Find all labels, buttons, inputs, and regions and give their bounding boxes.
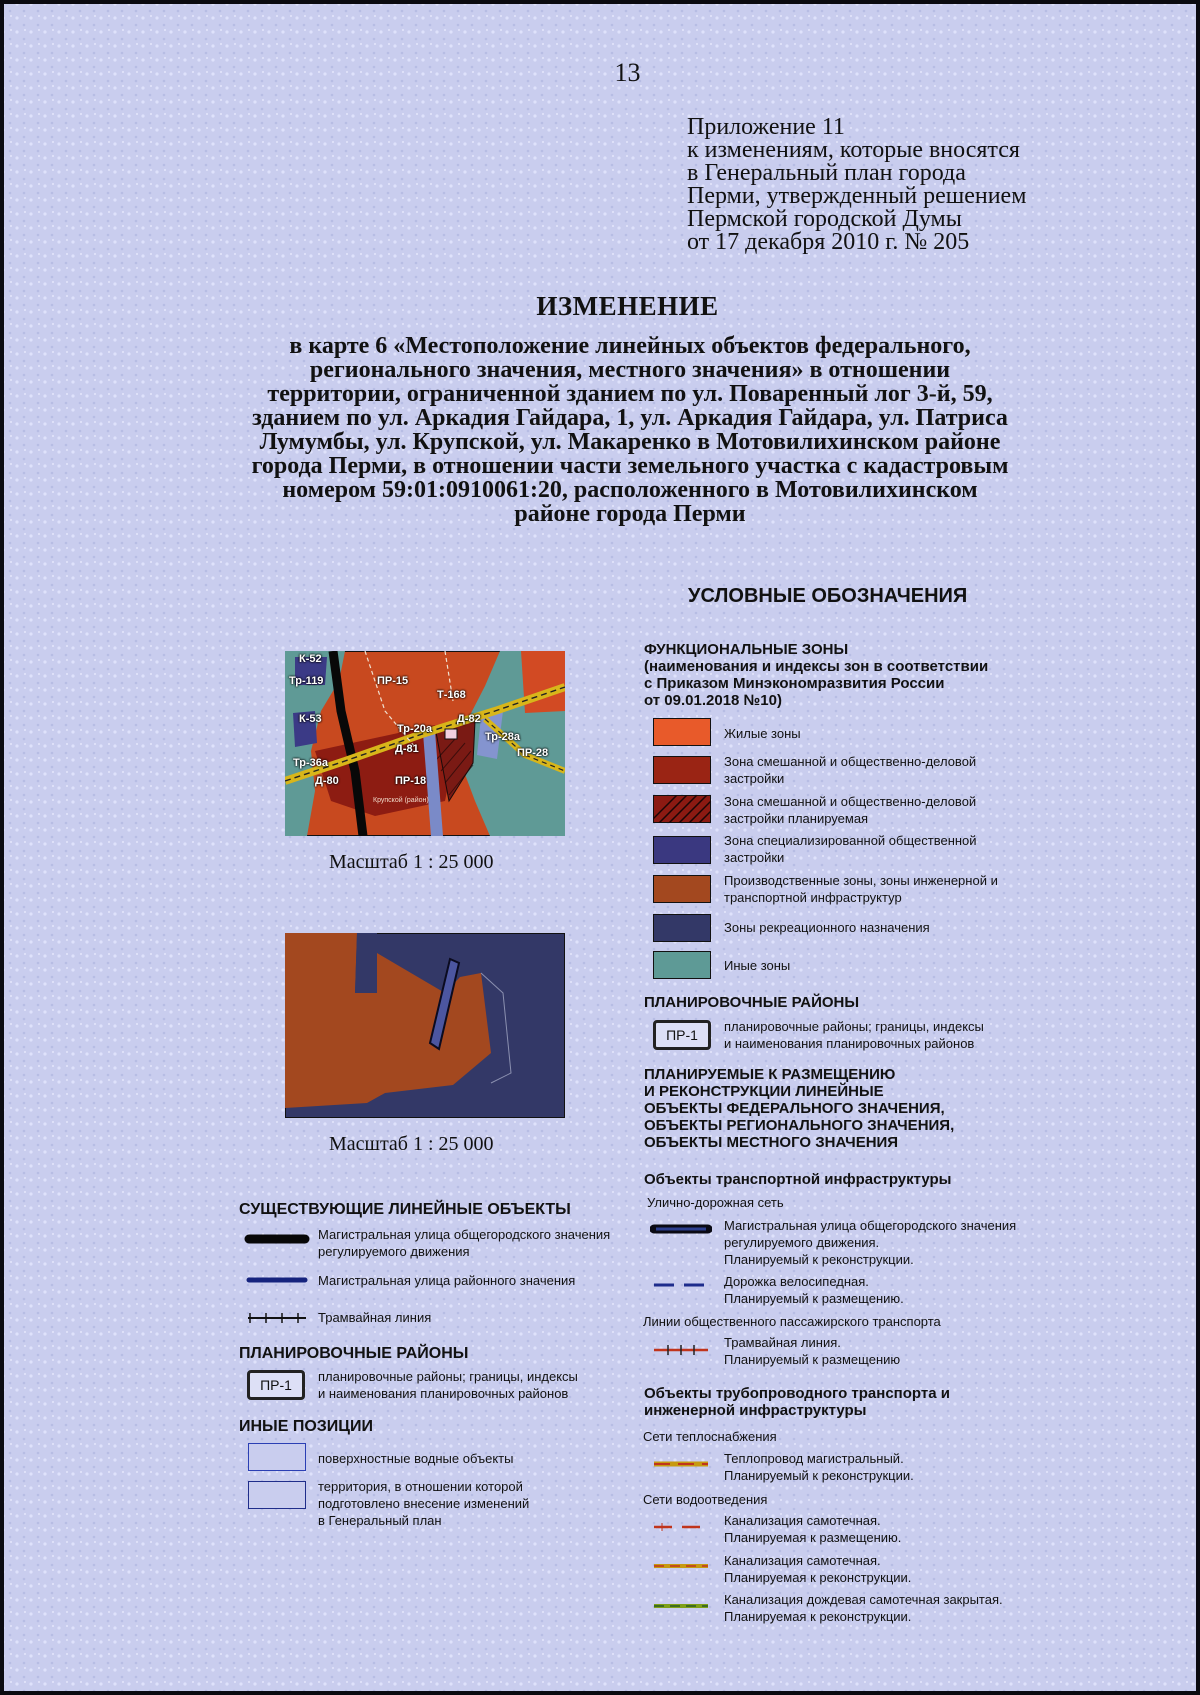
planning2-heading: ПЛАНИРОВОЧНЫЕ РАЙОНЫ [239, 1345, 469, 1362]
zone-label [724, 872, 998, 906]
map-label: Д-81 [395, 743, 419, 755]
zone-label-line: Производственные зоны, зоны инженерной и [724, 873, 998, 888]
other-item-line: в Генеральный план [318, 1513, 442, 1528]
sewer-item-line: Планируемая к размещению. [724, 1530, 902, 1545]
transport-heading: Объекты транспортной инфраструктуры [644, 1171, 952, 1188]
map-label: Тр-20а [397, 723, 433, 735]
heat-item-line: Планируемый к реконструкции. [724, 1468, 914, 1483]
zone-swatch-mixed [653, 756, 711, 784]
heat-item-label [724, 1450, 914, 1484]
existing-item-label [318, 1226, 610, 1260]
road-item-label [724, 1273, 904, 1307]
water-objects-swatch [248, 1443, 306, 1471]
planning2-district-box: ПР-1 [247, 1370, 305, 1400]
appendix-line: от 17 декабря 2010 г. № 205 [687, 229, 970, 255]
road-network-label: Улично-дорожная сеть [647, 1195, 784, 1210]
appendix-line: к изменениям, которые вносятся [687, 137, 1020, 163]
zone-swatch-mixed-planned [653, 795, 711, 823]
appendix-block [687, 116, 1107, 254]
other-item-label [318, 1478, 529, 1529]
zone-swatch-industrial [653, 875, 711, 903]
zone-swatch-residential [653, 718, 711, 746]
sewer-planned-symbol [650, 1523, 712, 1531]
tram-planned-label [724, 1334, 900, 1368]
road-item-label [724, 1217, 1016, 1268]
planning-text [724, 1018, 984, 1052]
subtitle-line: зданием по ул. Аркадия Гайдара, 1, ул. Аркадия Гайдара, ул. Патриса [252, 405, 1008, 431]
planning2-text-line: и наименования планировочных районов [318, 1386, 569, 1401]
planned-heading-line: ПЛАНИРУЕМЫЕ К РАЗМЕЩЕНИЮ [644, 1066, 896, 1083]
map-label: Тр-119 [289, 675, 324, 687]
tram-planned-line: Планируемый к размещению [724, 1352, 901, 1367]
planning-heading: ПЛАНИРОВОЧНЫЕ РАЙОНЫ [644, 994, 860, 1011]
zone-label [724, 753, 976, 787]
zone-label: Иные зоны [724, 958, 791, 973]
road-item-line: Планируемый к реконструкции. [724, 1252, 914, 1267]
map-label: К-53 [299, 713, 322, 725]
sewer-item-label [724, 1591, 1003, 1625]
planning2-text-line: планировочные районы; границы, индексы [318, 1369, 578, 1384]
existing-main-street-symbol [244, 1233, 310, 1245]
road-item-line: Магистральная улица общегородского значения [724, 1218, 1017, 1233]
map-bottom-scale: Масштаб 1 : 25 000 [329, 1133, 494, 1155]
zone-label-line: застройки [724, 771, 785, 786]
planned-main-street-symbol [650, 1223, 712, 1235]
zones-heading-line: (наименования и индексы зон в соответствии [644, 658, 989, 675]
zone-label-line: застройки [724, 850, 785, 865]
planned-heading-line: ОБЪЕКТЫ МЕСТНОГО ЗНАЧЕНИЯ [644, 1134, 899, 1151]
appendix-line: Приложение 11 [687, 114, 845, 140]
subtitle-line: номером 59:01:0910061:20, расположенного в Мотовилихинском [282, 477, 978, 503]
tram-planned-line: Трамвайная линия. [724, 1335, 841, 1350]
zone-label-line: Зона смешанной и общественно-деловой [724, 794, 977, 809]
existing-item-label: Магистральная улица районного значения [318, 1273, 576, 1288]
pipeline-heading-line: инженерной инфраструктуры [644, 1402, 867, 1419]
zone-swatch-specialized [653, 836, 711, 864]
zones-heading-line: ФУНКЦИОНАЛЬНЫЕ ЗОНЫ [644, 641, 849, 658]
road-item-line: Дорожка велосипедная. [724, 1274, 869, 1289]
map-label: Тр-36а [293, 757, 329, 769]
sewer-item-line: Канализация самотечная. [724, 1513, 881, 1528]
existing-tram-symbol [244, 1311, 310, 1325]
other-item-label: поверхностные водные объекты [318, 1451, 514, 1466]
planned-heading-line: ОБЪЕКТЫ ФЕДЕРАЛЬНОГО ЗНАЧЕНИЯ, [644, 1100, 945, 1117]
zone-label-line: застройки планируемая [724, 811, 869, 826]
map-label: Т-168 [437, 689, 466, 701]
appendix-line: в Генеральный план города [687, 160, 966, 186]
zones-heading-line: с Приказом Минэкономразвития России [644, 675, 945, 692]
sewer-networks-label: Сети водоотведения [643, 1492, 768, 1507]
public-transport-label: Линии общественного пассажирского транспорта [643, 1314, 941, 1329]
planned-heading-line: ОБЪЕКТЫ РЕГИОНАЛЬНОГО ЗНАЧЕНИЯ, [644, 1117, 955, 1134]
map-label: Тр-28а [485, 731, 521, 743]
map-bottom [285, 933, 565, 1118]
existing-item-line: Магистральная улица общегородского значения [318, 1227, 611, 1242]
bike-path-symbol [650, 1281, 712, 1289]
storm-sewer-symbol [650, 1602, 712, 1610]
existing-item-line: регулируемого движения [318, 1244, 470, 1259]
map-top-labels [285, 651, 565, 836]
existing-district-street-symbol [244, 1275, 310, 1285]
zone-label: Зоны рекреационного назначения [724, 920, 930, 935]
changed-territory-swatch [248, 1481, 306, 1509]
page-number: 13 [614, 58, 641, 87]
heat-networks-label: Сети теплоснабжения [643, 1429, 777, 1444]
zone-label [724, 832, 977, 866]
map-label: ПР-18 [395, 775, 427, 787]
document-title: ИЗМЕНЕНИЕ [536, 291, 719, 321]
zones-heading [644, 641, 988, 709]
heat-pipe-symbol [650, 1459, 712, 1469]
sewer-item-line: Канализация дождевая самотечная закрытая. [724, 1592, 1003, 1607]
pipeline-heading [644, 1385, 950, 1419]
sewer-item-label [724, 1512, 901, 1546]
zones-heading-line: от 09.01.2018 №10) [644, 692, 782, 709]
planning-text-line: планировочные районы; границы, индексы [724, 1019, 984, 1034]
map-label: Д-82 [457, 713, 481, 725]
other-heading: ИНЫЕ ПОЗИЦИИ [239, 1418, 373, 1435]
zone-label-line: транспортной инфраструктур [724, 890, 902, 905]
map-small-label: Крупской (район) [373, 797, 429, 804]
zone-label [724, 793, 976, 827]
heat-item-line: Теплопровод магистральный. [724, 1451, 904, 1466]
sewer-item-label [724, 1552, 911, 1586]
zone-swatch-other [653, 951, 711, 979]
planning-text-line: и наименования планировочных районов [724, 1036, 975, 1051]
pipeline-heading-line: Объекты трубопроводного транспорта и [644, 1385, 950, 1402]
tram-planned-symbol [650, 1343, 712, 1357]
sewer-item-line: Канализация самотечная. [724, 1553, 881, 1568]
appendix-line: Пермской городской Думы [687, 206, 962, 232]
other-item-line: территория, в отношении которой [318, 1479, 523, 1494]
subtitle-line: города Перми, в отношении части земельного участка с кадастровым [251, 453, 1009, 479]
subtitle-line: районе города Перми [514, 501, 746, 527]
map-label: Д-80 [315, 775, 339, 787]
appendix-line: Перми, утвержденный решением [687, 183, 1027, 209]
document-subtitle [140, 334, 1120, 526]
zone-swatch-recreational [653, 914, 711, 942]
subtitle-line: Лумумбы, ул. Крупской, ул. Макаренко в Мотовилихинском районе [259, 429, 1001, 455]
existing-heading: СУЩЕСТВУЮЩИЕ ЛИНЕЙНЫЕ ОБЪЕКТЫ [239, 1201, 571, 1218]
map-label: К-52 [299, 653, 322, 665]
zone-label: Жилые зоны [724, 726, 801, 741]
planned-heading-line: И РЕКОНСТРУКЦИИ ЛИНЕЙНЫЕ [644, 1083, 884, 1100]
zone-label-line: Зона смешанной и общественно-деловой [724, 754, 977, 769]
road-item-line: регулируемого движения. [724, 1235, 880, 1250]
map-top-scale: Масштаб 1 : 25 000 [329, 851, 494, 873]
planning2-text [318, 1368, 578, 1402]
subtitle-line: в карте 6 «Местоположение линейных объектов федерального, [289, 333, 971, 359]
legend-title: УСЛОВНЫЕ ОБОЗНАЧЕНИЯ [688, 585, 968, 607]
map-label: ПР-15 [377, 675, 409, 687]
planned-heading [644, 1066, 954, 1151]
other-item-line: подготовлено внесение изменений [318, 1496, 530, 1511]
planning-district-box: ПР-1 [653, 1020, 711, 1050]
zone-label-line: Зона специализированной общественной [724, 833, 977, 848]
subtitle-line: регионального значения, местного значения» в отношении [309, 357, 951, 383]
road-item-line: Планируемый к размещению. [724, 1291, 904, 1306]
map-label: ПР-28 [517, 747, 549, 759]
sewer-reconstruct-symbol [650, 1562, 712, 1570]
sewer-item-line: Планируемая к реконструкции. [724, 1609, 912, 1624]
existing-item-label: Трамвайная линия [318, 1310, 432, 1325]
subtitle-line: территории, ограниченной зданием по ул. Поваренный лог 3-й, 59, [267, 381, 993, 407]
sewer-item-line: Планируемая к реконструкции. [724, 1570, 912, 1585]
